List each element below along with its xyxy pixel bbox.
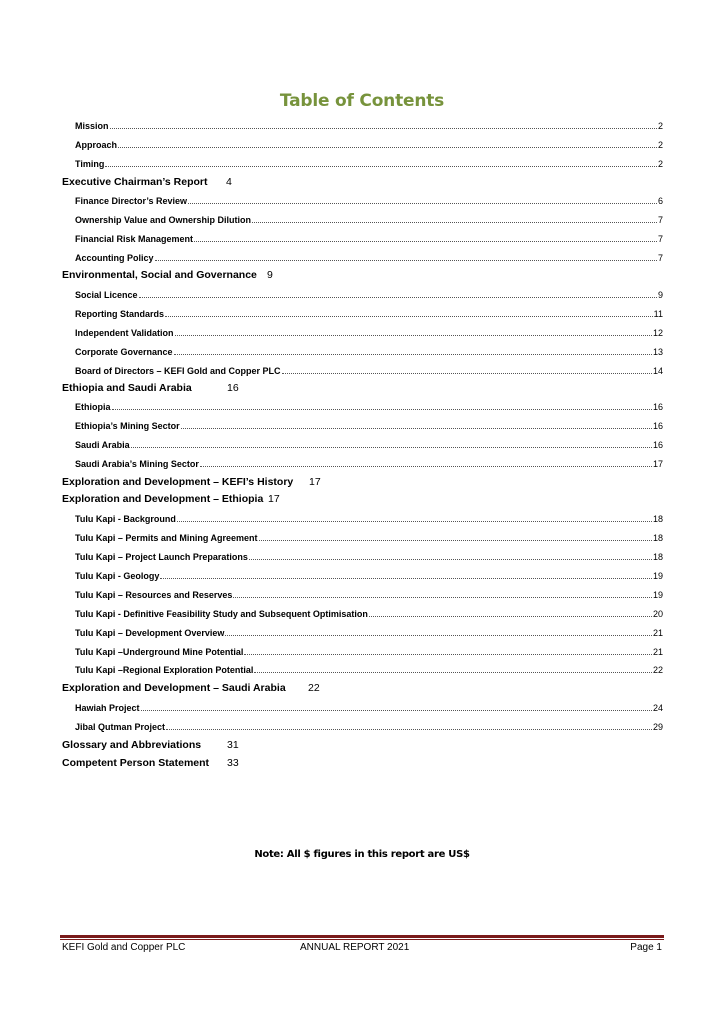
toc-section-ethiopia-saudi[interactable] bbox=[62, 381, 239, 395]
toc-section-esg[interactable] bbox=[62, 268, 273, 282]
toc-entry-page: 13 bbox=[652, 347, 663, 357]
dot-leader bbox=[282, 373, 652, 374]
toc-entry-label: Glossary and Abbreviations bbox=[62, 739, 202, 751]
toc-entry-label: Hawiah Project bbox=[75, 703, 140, 713]
toc-entry-page: 14 bbox=[652, 366, 663, 376]
dot-leader bbox=[225, 635, 652, 636]
toc-entry-label: Tulu Kapi – Permits and Mining Agreement bbox=[75, 533, 258, 543]
dot-leader bbox=[233, 597, 652, 598]
toc-entry-page: 2 bbox=[657, 140, 663, 150]
dot-leader bbox=[131, 447, 652, 448]
toc-entry-page: 12 bbox=[652, 328, 663, 338]
toc-entry-board-of-directors[interactable] bbox=[75, 363, 663, 377]
toc-entry-tulu-kapi-background[interactable] bbox=[75, 511, 663, 525]
toc-entry-page: 31 bbox=[227, 739, 239, 751]
toc-entry-label: Tulu Kapi – Development Overview bbox=[75, 628, 225, 638]
toc-entry-page: 19 bbox=[652, 571, 663, 581]
toc-entry-page: 2 bbox=[657, 121, 663, 131]
toc-entry-finance-review[interactable] bbox=[75, 193, 663, 207]
toc-entry-tulu-kapi-launch[interactable] bbox=[75, 549, 663, 563]
footer-divider bbox=[60, 935, 664, 938]
toc-entry-saudi-mining[interactable] bbox=[75, 456, 663, 470]
toc-entry-page: 21 bbox=[652, 647, 663, 657]
toc-entry-approach[interactable] bbox=[75, 137, 663, 151]
toc-entry-label: Board of Directors – KEFI Gold and Copper PLC bbox=[75, 366, 281, 376]
toc-entry-page: 19 bbox=[652, 590, 663, 600]
toc-entry-label: Ownership Value and Ownership Dilution bbox=[75, 215, 252, 225]
toc-entry-ownership-value[interactable] bbox=[75, 212, 663, 226]
toc-entry-jibal-qutman[interactable] bbox=[75, 719, 663, 733]
toc-entry-page: 22 bbox=[308, 682, 320, 694]
toc-entry-saudi-arabia[interactable] bbox=[75, 437, 663, 451]
toc-entry-tulu-kapi-permits[interactable] bbox=[75, 530, 663, 544]
toc-entry-page: 2 bbox=[657, 159, 663, 169]
toc-entry-ethiopia[interactable] bbox=[75, 399, 663, 413]
footer-company: KEFI Gold and Copper PLC bbox=[62, 942, 186, 953]
toc-entry-page: 20 bbox=[652, 609, 663, 619]
toc-entry-label: Accounting Policy bbox=[75, 253, 154, 263]
toc-entry-label: Saudi Arabia’s Mining Sector bbox=[75, 459, 199, 469]
toc-entry-label: Ethiopia’s Mining Sector bbox=[75, 421, 180, 431]
toc-entry-label: Environmental, Social and Governance bbox=[62, 269, 257, 281]
toc-entry-tulu-kapi-development[interactable] bbox=[75, 625, 663, 639]
toc-entry-tulu-kapi-resources[interactable] bbox=[75, 587, 663, 601]
dot-leader bbox=[155, 260, 657, 261]
toc-entry-label: Tulu Kapi –Regional Exploration Potential bbox=[75, 665, 254, 675]
toc-entry-label: Tulu Kapi - Definitive Feasibility Study and Subsequent Optimisation bbox=[75, 609, 368, 619]
toc-entry-label: Financial Risk Management bbox=[75, 234, 194, 244]
toc-entry-page: 7 bbox=[657, 234, 663, 244]
toc-entry-page: 16 bbox=[227, 382, 239, 394]
toc-section-executive-chairman[interactable] bbox=[62, 175, 232, 189]
toc-entry-label: Finance Director’s Review bbox=[75, 196, 188, 206]
toc-entry-page: 16 bbox=[652, 421, 663, 431]
dot-leader bbox=[181, 428, 652, 429]
toc-entry-label: Saudi Arabia bbox=[75, 440, 130, 450]
toc-entry-corporate-governance[interactable] bbox=[75, 344, 663, 358]
toc-entry-label: Social Licence bbox=[75, 290, 138, 300]
dot-leader bbox=[110, 128, 657, 129]
toc-entry-page: 29 bbox=[652, 722, 663, 732]
page-title: Table of Contents bbox=[279, 91, 445, 111]
toc-entry-label: Approach bbox=[75, 140, 118, 150]
footer-report-title: ANNUAL REPORT 2021 bbox=[300, 942, 410, 953]
toc-entry-label: Mission bbox=[75, 121, 109, 131]
toc-entry-reporting-standards[interactable] bbox=[75, 306, 663, 320]
dot-leader bbox=[177, 521, 652, 522]
toc-entry-label: Tulu Kapi –Underground Mine Potential bbox=[75, 647, 244, 657]
dot-leader bbox=[105, 166, 657, 167]
toc-entry-accounting-policy[interactable] bbox=[75, 250, 663, 264]
dot-leader bbox=[254, 672, 652, 673]
toc-entry-label: Executive Chairman’s Report bbox=[62, 176, 208, 188]
dot-leader bbox=[369, 616, 652, 617]
toc-entry-label: Exploration and Development – Saudi Arabia bbox=[62, 682, 286, 694]
dot-leader bbox=[249, 559, 652, 560]
dot-leader bbox=[112, 409, 652, 410]
toc-entry-label: Tulu Kapi – Resources and Reserves bbox=[75, 590, 233, 600]
dot-leader bbox=[200, 466, 652, 467]
toc-section-competent-person[interactable] bbox=[62, 756, 239, 770]
toc-section-ethiopia-development[interactable] bbox=[62, 492, 280, 506]
dot-leader bbox=[252, 222, 657, 223]
toc-entry-label: Ethiopia and Saudi Arabia bbox=[62, 382, 192, 394]
toc-entry-label: Competent Person Statement bbox=[62, 757, 210, 769]
toc-entry-financial-risk[interactable] bbox=[75, 231, 663, 245]
toc-entry-timing[interactable] bbox=[75, 156, 663, 170]
toc-entry-page: 4 bbox=[226, 176, 232, 188]
dot-leader bbox=[175, 335, 652, 336]
toc-entry-hawiah-project[interactable] bbox=[75, 700, 663, 714]
currency-note: Note: All $ figures in this report are US$ bbox=[254, 849, 470, 860]
toc-entry-page: 9 bbox=[657, 290, 663, 300]
toc-entry-page: 17 bbox=[652, 459, 663, 469]
toc-entry-social-licence[interactable] bbox=[75, 287, 663, 301]
toc-entry-mission[interactable] bbox=[75, 118, 663, 132]
toc-entry-tulu-kapi-geology[interactable] bbox=[75, 568, 663, 582]
toc-section-glossary[interactable] bbox=[62, 738, 239, 752]
toc-entry-tulu-kapi-regional[interactable] bbox=[75, 662, 663, 676]
dot-leader bbox=[166, 729, 652, 730]
toc-entry-label: Independent Validation bbox=[75, 328, 174, 338]
toc-entry-label: Tulu Kapi - Background bbox=[75, 514, 176, 524]
toc-entry-label: Tulu Kapi – Project Launch Preparations bbox=[75, 552, 248, 562]
toc-entry-label: Ethiopia bbox=[75, 402, 111, 412]
toc-entry-label: Jibal Qutman Project bbox=[75, 722, 166, 732]
toc-entry-label: Timing bbox=[75, 159, 105, 169]
toc-entry-ethiopia-mining[interactable] bbox=[75, 418, 663, 432]
toc-entry-label: Reporting Standards bbox=[75, 309, 165, 319]
dot-leader bbox=[141, 710, 652, 711]
toc-entry-page: 11 bbox=[653, 309, 663, 319]
dot-leader bbox=[165, 316, 653, 317]
toc-entry-label: Exploration and Development – Ethiopia bbox=[62, 493, 264, 505]
toc-entry-page: 18 bbox=[652, 552, 663, 562]
dot-leader bbox=[118, 147, 657, 148]
toc-entry-label: Corporate Governance bbox=[75, 347, 173, 357]
dot-leader bbox=[174, 354, 652, 355]
toc-entry-page: 17 bbox=[309, 476, 321, 488]
toc-entry-label: Tulu Kapi - Geology bbox=[75, 571, 160, 581]
footer-divider-thin bbox=[60, 939, 664, 940]
toc-section-saudi-development[interactable] bbox=[62, 681, 320, 695]
toc-entry-page: 22 bbox=[652, 665, 663, 675]
toc-entry-page: 16 bbox=[652, 402, 663, 412]
toc-entry-page: 7 bbox=[657, 253, 663, 263]
toc-entry-page: 16 bbox=[652, 440, 663, 450]
toc-section-kefi-history[interactable] bbox=[62, 475, 321, 489]
toc-entry-page: 33 bbox=[227, 757, 239, 769]
toc-entry-independent-validation[interactable] bbox=[75, 325, 663, 339]
dot-leader bbox=[259, 540, 652, 541]
toc-entry-page: 9 bbox=[267, 269, 273, 281]
toc-entry-page: 6 bbox=[657, 196, 663, 206]
toc-entry-label: Exploration and Development – KEFI’s History bbox=[62, 476, 294, 488]
toc-entry-page: 7 bbox=[657, 215, 663, 225]
footer-page-number: Page 1 bbox=[630, 942, 662, 953]
toc-entry-page: 24 bbox=[652, 703, 663, 713]
toc-entry-page: 18 bbox=[652, 514, 663, 524]
toc-entry-page: 21 bbox=[652, 628, 663, 638]
toc-entry-tulu-kapi-underground[interactable] bbox=[75, 644, 663, 658]
toc-entry-page: 17 bbox=[268, 493, 280, 505]
dot-leader bbox=[194, 241, 657, 242]
dot-leader bbox=[160, 578, 652, 579]
dot-leader bbox=[244, 654, 652, 655]
toc-entry-page: 18 bbox=[652, 533, 663, 543]
dot-leader bbox=[139, 297, 657, 298]
dot-leader bbox=[188, 203, 657, 204]
toc-entry-tulu-kapi-dfs[interactable] bbox=[75, 606, 663, 620]
